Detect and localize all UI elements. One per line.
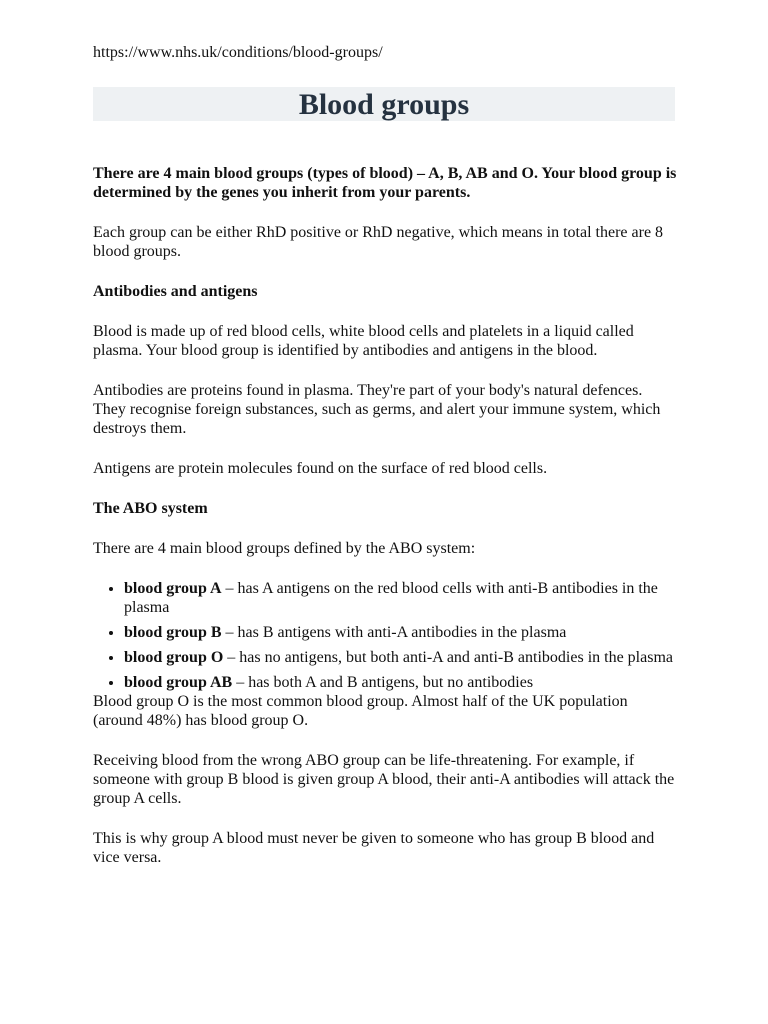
paragraph-most-common: Blood group O is the most common blood group. Almost half of the UK population (around 48%) has blood group O. <box>93 693 628 729</box>
paragraph-antibodies: Antibodies are proteins found in plasma. They're part of your body's natural defences. They recognise foreign substances, such as germs, and alert your immune system, which destroys them. <box>93 382 661 437</box>
paragraph-blood-composition: Blood is made up of red blood cells, white blood cells and platelets in a liquid called plasma. Your blood group is identified by antibodies and antigens in the blood. <box>93 323 634 359</box>
list-item <box>124 673 677 692</box>
list-item <box>124 623 677 642</box>
blood-group-list <box>93 579 677 692</box>
source-url: https://www.nhs.uk/conditions/blood-groups/ <box>93 44 383 61</box>
page-title: Blood groups <box>298 88 470 121</box>
list-item-description: – has B antigens with anti-A antibodies in the plasma <box>221 624 567 641</box>
list-item-term: blood group AB <box>124 674 233 691</box>
list-item-term: blood group A <box>124 580 222 597</box>
article-body <box>93 164 677 888</box>
list-item-description: – has A antigens on the red blood cells with anti-B antibodies in the plasma <box>124 580 658 616</box>
rhd-paragraph: Each group can be either RhD positive or RhD negative, which means in total there are 8 blood groups. <box>93 224 664 260</box>
paragraph-abo-intro: There are 4 main blood groups defined by the ABO system: <box>93 540 476 557</box>
heading-antibodies-antigens: Antibodies and antigens <box>93 283 258 300</box>
list-item-description: – has no antigens, but both anti-A and anti-B antibodies in the plasma <box>223 649 673 666</box>
list-item-term: blood group O <box>124 649 224 666</box>
paragraph-never-given: This is why group A blood must never be given to someone who has group B blood and vice versa. <box>93 830 655 866</box>
list-item <box>124 579 677 617</box>
paragraph-wrong-group: Receiving blood from the wrong ABO group can be life-threatening. For example, if someone with group B blood is given group A blood, their anti-A antibodies will attack the group A cells. <box>93 752 675 807</box>
list-item-description: – has both A and B antigens, but no antibodies <box>232 674 534 691</box>
paragraph-antigens: Antigens are protein molecules found on the surface of red blood cells. <box>93 460 548 477</box>
list-item-term: blood group B <box>124 624 222 641</box>
list-item <box>124 648 677 667</box>
heading-abo-system: The ABO system <box>93 500 208 517</box>
intro-paragraph: There are 4 main blood groups (types of blood) – A, B, AB and O. Your blood group is determined by the genes you inherit from your parents. <box>93 165 677 201</box>
